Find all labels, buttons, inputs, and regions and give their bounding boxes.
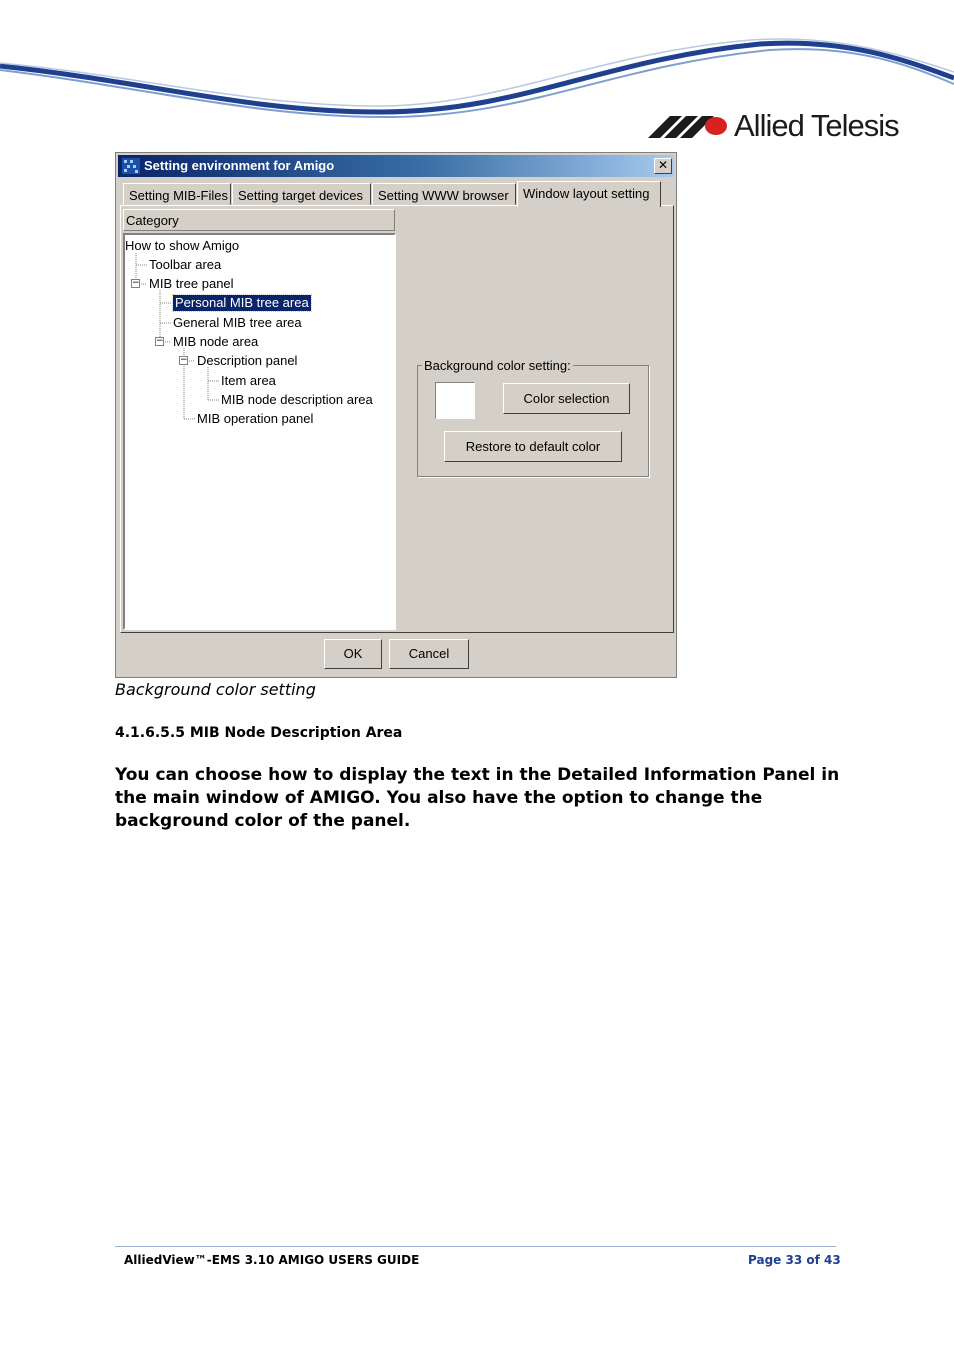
expander-mib-node-area-icon[interactable]: − [156, 336, 164, 346]
app-icon [122, 158, 140, 174]
settings-dialog [115, 152, 677, 678]
category-tree[interactable] [123, 233, 396, 630]
tree-item-mib-tree-panel[interactable]: MIB tree panel [149, 276, 234, 291]
tree-item-mib-operation-panel[interactable]: MIB operation panel [197, 411, 314, 426]
tree-item-description-panel[interactable]: Description panel [197, 353, 298, 368]
color-swatch [435, 382, 475, 419]
expander-description-panel-icon[interactable]: − [180, 355, 188, 365]
figure-caption: Background color setting [115, 680, 316, 699]
tree-item-mib-node-area[interactable]: MIB node area [173, 334, 259, 349]
section-heading: 4.1.6.5.5 MIB Node Description Area [115, 725, 403, 741]
dialog-title-bar[interactable] [118, 155, 674, 177]
footer-document-title: AlliedView™-EMS 3.10 AMIGO USERS GUIDE [124, 1253, 420, 1267]
footer-page-number: Page 33 of 43 [748, 1253, 841, 1267]
dialog-title: Setting environment for Amigo [144, 158, 335, 173]
restore-default-color-button[interactable]: Restore to default color [444, 431, 622, 462]
close-icon[interactable]: ✕ [654, 158, 672, 174]
tree-item-general-mib-tree-area[interactable]: General MIB tree area [173, 315, 302, 330]
tree-item-toolbar-area[interactable]: Toolbar area [149, 257, 222, 272]
tab-setting-mib-files[interactable]: Setting MIB-Files [123, 183, 231, 205]
expander-mib-tree-panel-icon[interactable]: − [132, 278, 140, 288]
color-selection-button[interactable]: Color selection [503, 383, 630, 414]
tree-item-item-area[interactable]: Item area [221, 373, 276, 388]
tree-item-mib-node-description-area[interactable]: MIB node description area [221, 392, 373, 407]
background-color-legend: Background color setting: [424, 358, 571, 373]
logo-text: Allied Telesis [734, 108, 899, 143]
category-column-header[interactable]: Category [123, 209, 395, 231]
body-paragraph: You can choose how to display the text in the Detailed Information Panel in the main window of AMIGO. You also have the option to change the background color of the panel. [115, 765, 840, 831]
tree-item-personal-mib-tree-area[interactable]: Personal MIB tree area [175, 295, 309, 310]
tab-setting-www-browser[interactable]: Setting WWW browser [372, 183, 516, 205]
tab-window-layout-setting[interactable]: Window layout setting [517, 181, 661, 207]
ok-button[interactable]: OK [324, 639, 382, 669]
tree-item-how-to-show-amigo[interactable]: How to show Amigo [125, 238, 240, 253]
cancel-button[interactable]: Cancel [389, 639, 469, 669]
tab-setting-target-devices[interactable]: Setting target devices [232, 183, 371, 205]
footer-divider [115, 1246, 836, 1247]
